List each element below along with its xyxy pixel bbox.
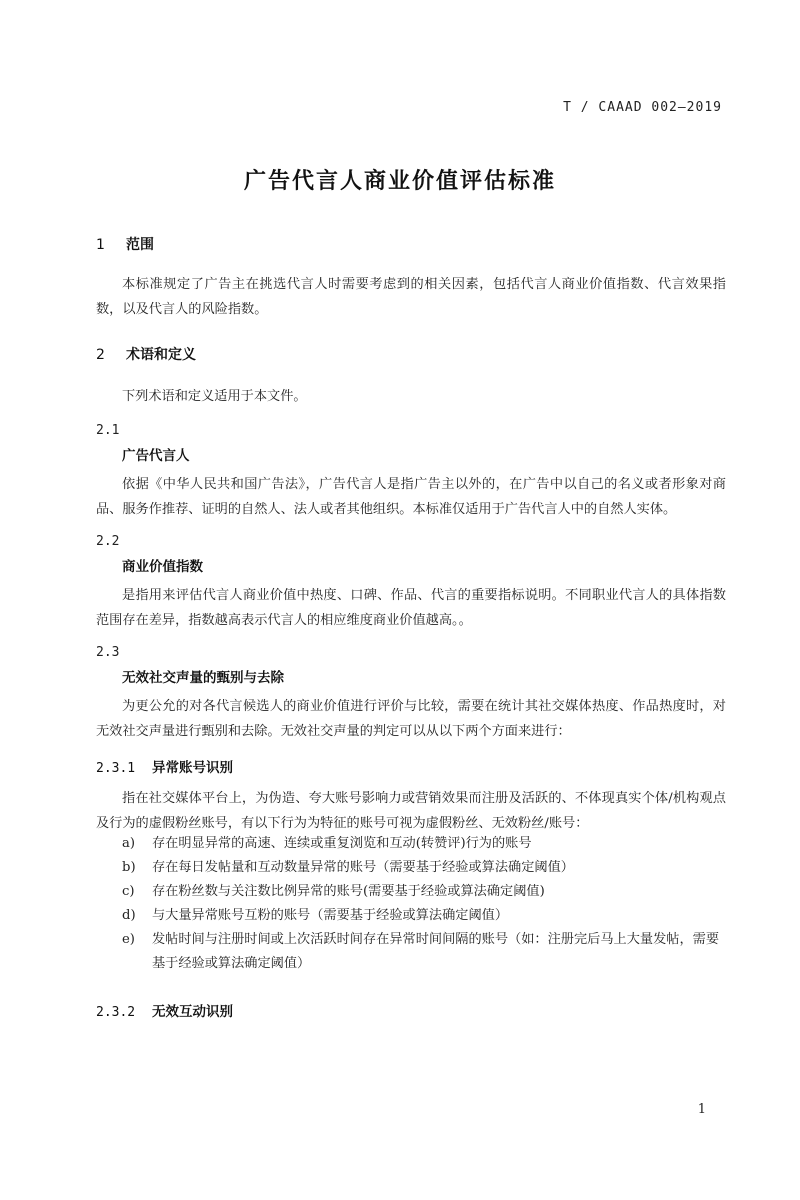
list-item-text: 发帖时间与注册时间或上次活跃时间存在异常时间间隔的账号（如：注册完后马上大量发帖，需要基于经验或算法确定阈值）: [152, 932, 720, 971]
list-item: [122, 832, 726, 856]
list-item-label: d): [122, 908, 136, 923]
list-item: [122, 928, 726, 976]
clause-title: 无效互动识别: [152, 1004, 233, 1020]
list-item-label: e): [122, 932, 135, 947]
clause-2-2-paragraph: 是指用来评估代言人商业价值中热度、口碑、作品、代言的重要指标说明。不同职业代言人的具体指数范围存在差异，指数越高表示代言人的相应维度商业价值越高。。: [96, 588, 726, 628]
list-item: [122, 904, 726, 928]
clause-2-2-number: 2.2: [96, 534, 120, 549]
clause-2-3-term: 无效社交声量的甄别与去除: [122, 670, 284, 686]
section-1-paragraph: 本标准规定了广告主在挑选代言人时需要考虑到的相关因素，包括代言人商业价值指数、代言效果指数，以及代言人的风险指数。: [96, 277, 726, 317]
list-item-label: a): [122, 836, 136, 851]
section-number: 2: [96, 347, 105, 363]
section-2-paragraph: 下列术语和定义适用于本文件。: [122, 389, 307, 404]
section-2-heading: [96, 344, 196, 364]
document-code: T / CAAAD 002—2019: [563, 100, 722, 115]
clause-2-3-1-heading: [96, 756, 233, 776]
clause-number: 2.3.1: [96, 761, 136, 776]
section-title: 范围: [126, 237, 154, 253]
document-title: 广告代言人商业价值评估标准: [243, 169, 556, 194]
clause-2-2-term: 商业价值指数: [122, 559, 203, 575]
list-item-text: 存在粉丝数与关注数比例异常的账号(需要基于经验或算法确定阈值): [152, 884, 545, 899]
section-title: 术语和定义: [126, 347, 196, 363]
clause-2-1-number: 2.1: [96, 423, 120, 438]
list-item-text: 存在每日发帖量和互动数量异常的账号（需要基于经验或算法确定阈值）: [152, 860, 574, 875]
clause-2-3-2-heading: [96, 1000, 233, 1020]
clause-2-3-paragraph: 为更公允的对各代言候选人的商业价值进行评价与比较，需要在统计其社交媒体热度、作品热度时，对无效社交声量进行甄别和去除。无效社交声量的判定可以从以下两个方面来进行：: [96, 699, 726, 739]
clause-number: 2.3.2: [96, 1005, 136, 1020]
section-number: 1: [96, 237, 105, 253]
abnormal-account-list: [122, 832, 726, 976]
list-item-text: 存在明显异常的高速、连续或重复浏览和互动(转赞评)行为的账号: [152, 836, 532, 851]
clause-2-1-paragraph: 依据《中华人民共和国广告法》，广告代言人是指广告主以外的，在广告中以自己的名义或者形象对商品、服务作推荐、证明的自然人、法人或者其他组织。本标准仅适用于广告代言人中的自然人实体。: [96, 477, 726, 517]
section-1-heading: [96, 234, 154, 254]
list-item: [122, 856, 726, 880]
clause-2-3-1-paragraph: 指在社交媒体平台上，为伪造、夸大账号影响力或营销效果而注册及活跃的、不体现真实个体/机构观点及行为的虚假粉丝账号，有以下行为为特征的账号可视为虚假粉丝、无效粉丝/账号：: [96, 791, 726, 831]
list-item-label: c): [122, 884, 135, 899]
clause-2-3-number: 2.3: [96, 645, 120, 660]
clause-2-1-term: 广告代言人: [122, 448, 190, 464]
clause-title: 异常账号识别: [152, 760, 233, 776]
page-number: 1: [697, 1102, 706, 1117]
list-item-label: b): [122, 860, 136, 875]
list-item-text: 与大量异常账号互粉的账号（需要基于经验或算法确定阈值）: [152, 908, 509, 923]
list-item: [122, 880, 726, 904]
